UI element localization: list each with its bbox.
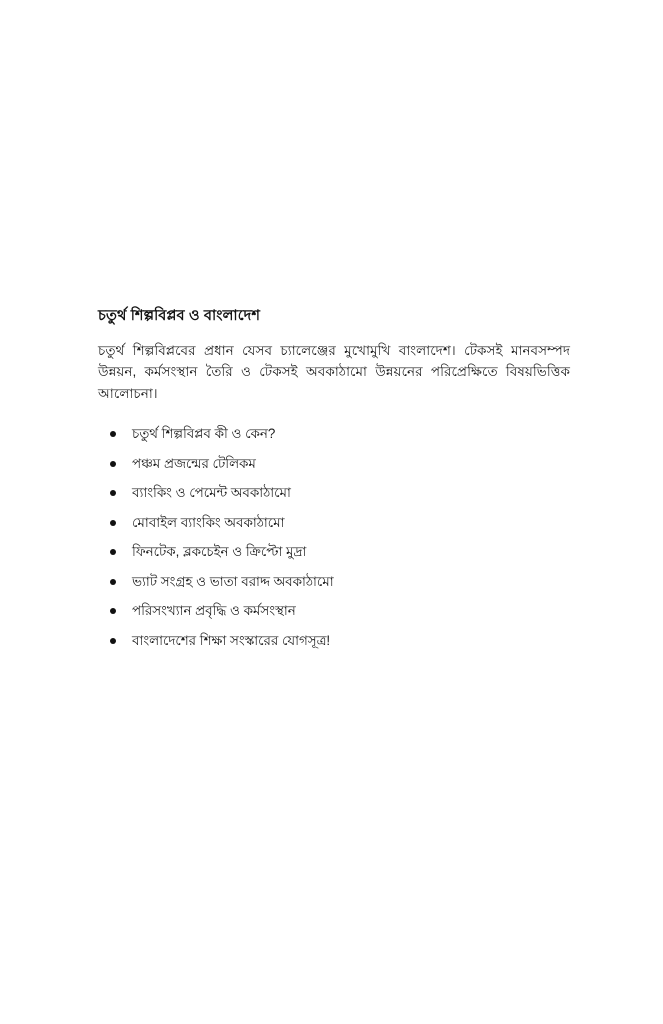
intro-paragraph: চতুর্থ শিল্পবিপ্লবের প্রধান যেসব চ্যালেঞ্জের মুখোমুখি বাংলাদেশ। টেকসই মানবসম্পদ উন্নয়ন, কর্মসংস্থান তৈরি ও টেকসই অবকাঠামো উন্নয়নের পরিপ্রেক্ষিতে বিষয়ভিত্তিক আলোচনা।	[98, 342, 570, 401]
list-item-label: মোবাইল ব্যাংকিং অবকাঠামো	[132, 514, 285, 530]
bullet-disc-icon	[110, 579, 116, 585]
list-item	[98, 449, 570, 479]
list-item	[98, 537, 570, 567]
bullet-disc-icon	[110, 638, 116, 644]
bullet-disc-icon	[110, 520, 116, 526]
bullet-disc-icon	[110, 431, 116, 437]
list-item	[98, 596, 570, 626]
list-item	[98, 567, 570, 597]
list-item-label: ব্যাংকিং ও পেমেন্ট অবকাঠামো	[132, 485, 291, 501]
list-item-label: পঞ্চম প্রজন্মের টেলিকম	[132, 455, 256, 471]
list-item	[98, 508, 570, 538]
bullet-disc-icon	[110, 461, 116, 467]
list-item	[98, 478, 570, 508]
section-heading: চতুর্থ শিল্পবিপ্লব ও বাংলাদেশ	[98, 308, 261, 324]
list-item-label: চতুর্থ শিল্পবিপ্লব কী ও কেন?	[132, 426, 276, 442]
bullet-disc-icon	[110, 549, 116, 555]
list-item-label: বাংলাদেশের শিক্ষা সংস্কারের যোগসূত্র!	[132, 632, 331, 648]
list-item-label: ফিনটেক, ব্লকচেইন ও ক্রিপ্টো মুদ্রা	[132, 544, 307, 560]
topic-list	[98, 419, 570, 655]
bullet-disc-icon	[110, 608, 116, 614]
list-item-label: পরিসংখ্যান প্রবৃদ্ধি ও কর্মসংস্থান	[132, 603, 296, 619]
section-content-block	[98, 306, 570, 655]
bullet-disc-icon	[110, 490, 116, 496]
list-item-label: ভ্যাট সংগ্রহ ও ভাতা বরাদ্দ অবকাঠামো	[132, 573, 334, 589]
list-item	[98, 626, 570, 656]
list-item	[98, 419, 570, 449]
